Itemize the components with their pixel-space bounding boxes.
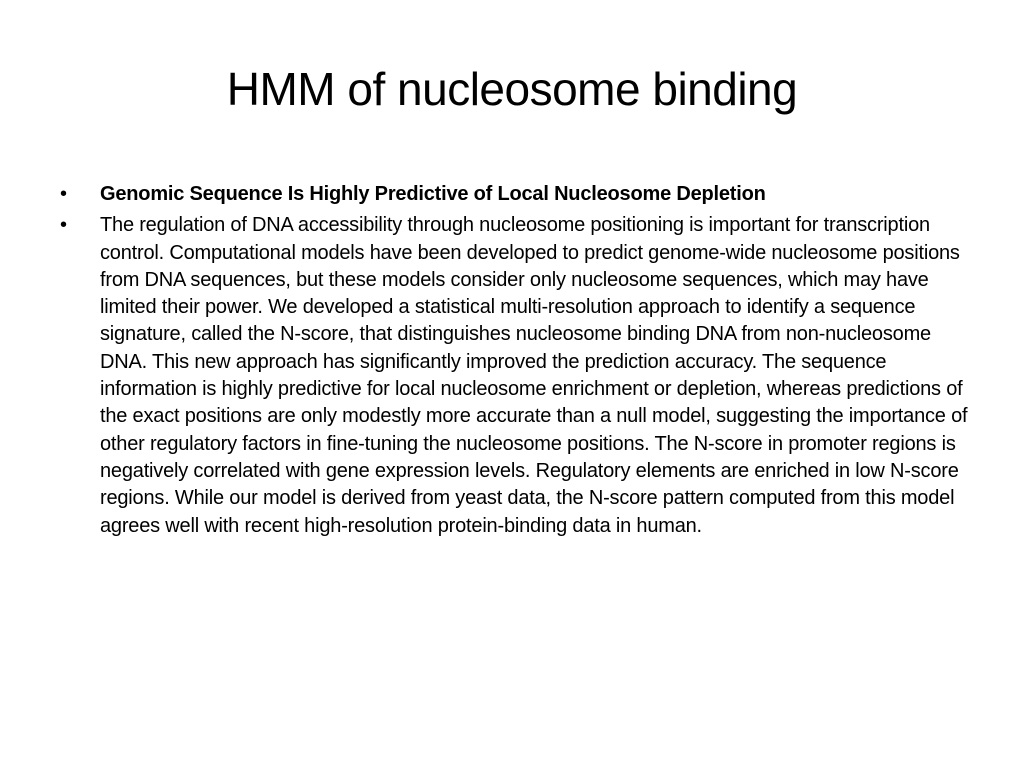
- bullet-list: [54, 181, 974, 544]
- slide-title: HMM of nucleosome binding: [226, 63, 798, 115]
- bullet-item-abstract: [54, 212, 974, 540]
- bullet-marker: •: [60, 214, 68, 237]
- bullet-marker: •: [60, 183, 68, 205]
- bullet-abstract-text: The regulation of DNA accessibility through nucleosome positioning is important for transcription control. Computational models have been developed to predict genome-wide nucleosome positions from DNA sequences, but these models consider only nucleosome sequences, which may have limited their power. We developed a statistical multi-resolution approach to identify a sequence signature, called the N-score, that distinguishes nucleosome binding DNA from non-nucleosome DNA. This new approach has significantly improved the prediction accuracy. The sequence information is highly predictive for local nucleosome enrichment or depletion, whereas predictions of the exact positions are only modestly more accurate than a null model, suggesting the importance of other regulatory factors in fine-tuning the nucleosome positions. The N-score in promoter regions is negatively correlated with gene expression levels. Regulatory elements are enriched in low N-score regions. While our model is derived from yeast data, the N-score pattern computed from this model agrees well with recent high-resolution protein-binding data in human.: [100, 214, 968, 537]
- bullet-item-heading: [54, 181, 974, 208]
- bullet-heading-text: Genomic Sequence Is Highly Predictive of Local Nucleosome Depletion: [100, 183, 766, 205]
